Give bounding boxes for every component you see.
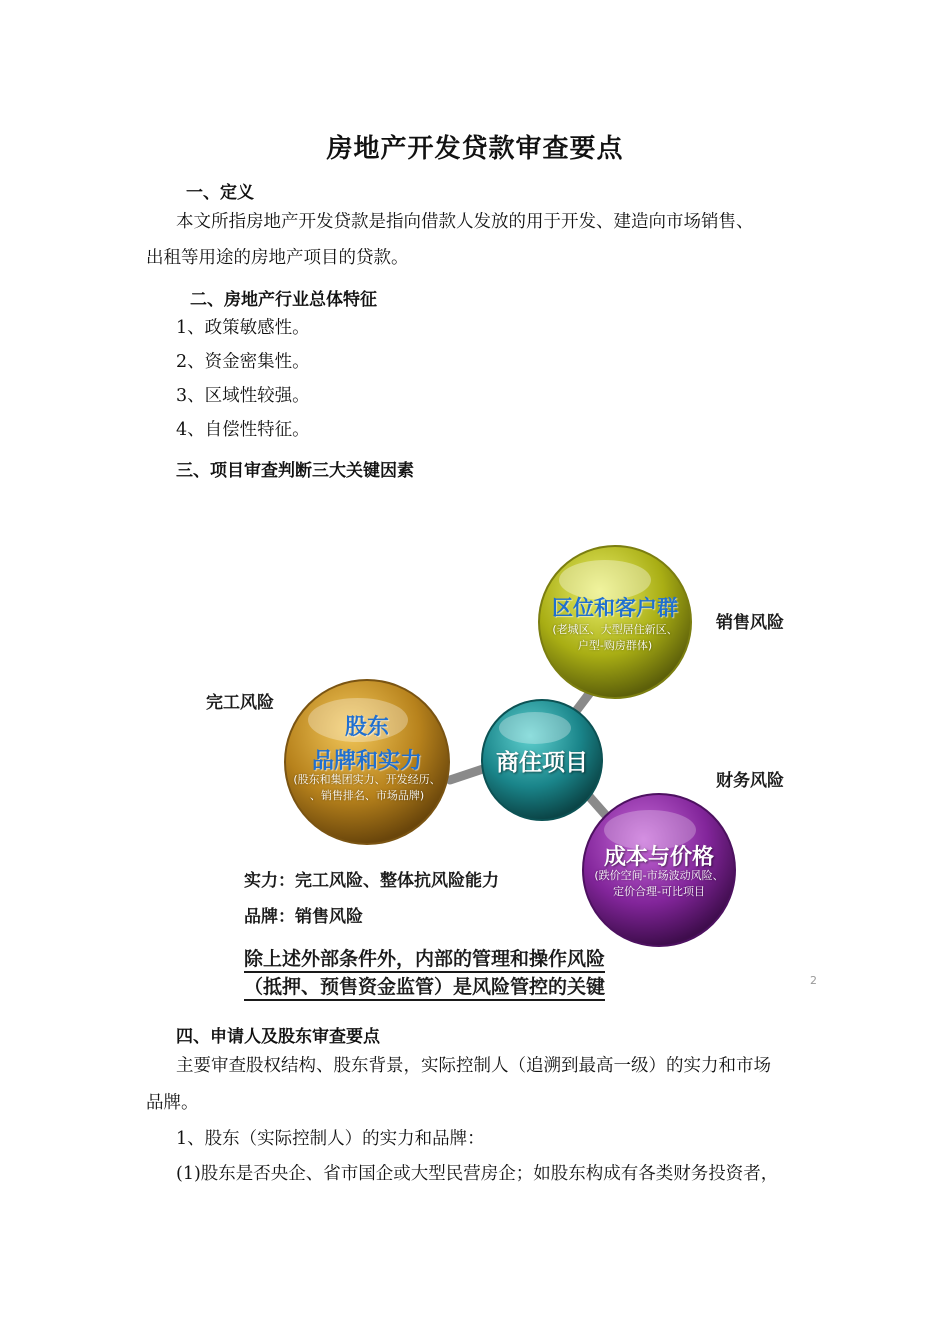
industry-item-1: 1、政策敏感性。 bbox=[176, 318, 310, 338]
shareholder-sub2: 、销售排名、市场品牌) bbox=[309, 789, 425, 802]
applicant-item-1-1: (1)股东是否央企、省市国企或大型民营房企；如股东构成有各类财务投资者， bbox=[176, 1164, 779, 1184]
cost-price-title: 成本与价格 bbox=[603, 845, 714, 870]
risk-sales-label: 销售风险 bbox=[716, 613, 784, 633]
bottom-note-line1: 除上述外部条件外，内部的管理和操作风险 bbox=[244, 944, 605, 973]
section-heading-industry: 二、房地产行业总体特征 bbox=[190, 290, 377, 310]
strength-note: 实力：完工风险、整体抗风险能力 bbox=[244, 871, 499, 891]
location-sub2: 户型-购房群体) bbox=[577, 639, 653, 652]
shareholder-sub1: (股东和集团实力、开发经历、 bbox=[293, 773, 441, 786]
key-factors-diagram bbox=[180, 530, 840, 1000]
applicant-paragraph-line1: 主要审查股权结构、股东背景，实际控制人（追溯到最高一级）的实力和市场 bbox=[176, 1056, 771, 1076]
location-sub1: (老城区、大型居住新区、 bbox=[552, 623, 678, 636]
cost-price-sub1: (跌价空间-市场波动风险、 bbox=[594, 869, 724, 882]
definition-paragraph-line2: 出租等用途的房地产项目的贷款。 bbox=[146, 248, 409, 268]
risk-finance-label: 财务风险 bbox=[716, 771, 784, 791]
industry-item-4: 4、自偿性特征。 bbox=[176, 420, 310, 440]
section-heading-key-factors: 三、项目审查判断三大关键因素 bbox=[176, 461, 414, 481]
center-title: 商住项目 bbox=[496, 750, 588, 776]
applicant-item-1: 1、股东（实际控制人）的实力和品牌： bbox=[176, 1129, 485, 1149]
bottom-note-line2: （抵押、预售资金监管）是风险管控的关键 bbox=[244, 972, 605, 1001]
industry-item-3: 3、区域性较强。 bbox=[176, 386, 310, 406]
definition-paragraph-line1: 本文所指房地产开发贷款是指向借款人发放的用于开发、建造向市场销售、 bbox=[176, 212, 754, 232]
cost-price-sub2: 定价合理-可比项目 bbox=[613, 885, 705, 898]
brand-note: 品牌：销售风险 bbox=[244, 907, 363, 927]
section-heading-applicant: 四、申请人及股东审查要点 bbox=[176, 1027, 380, 1047]
shareholder-title1: 股东 bbox=[344, 715, 389, 740]
section-heading-definition: 一、定义 bbox=[186, 183, 254, 203]
slide-page-number: 2 bbox=[810, 974, 817, 987]
industry-item-2: 2、资金密集性。 bbox=[176, 352, 310, 372]
applicant-paragraph-line2: 品牌。 bbox=[146, 1093, 199, 1113]
location-title: 区位和客户群 bbox=[552, 596, 678, 620]
page-title: 房地产开发贷款审查要点 bbox=[326, 134, 624, 164]
risk-completion-label: 完工风险 bbox=[206, 693, 274, 713]
shareholder-title2: 品牌和实力 bbox=[311, 749, 422, 774]
